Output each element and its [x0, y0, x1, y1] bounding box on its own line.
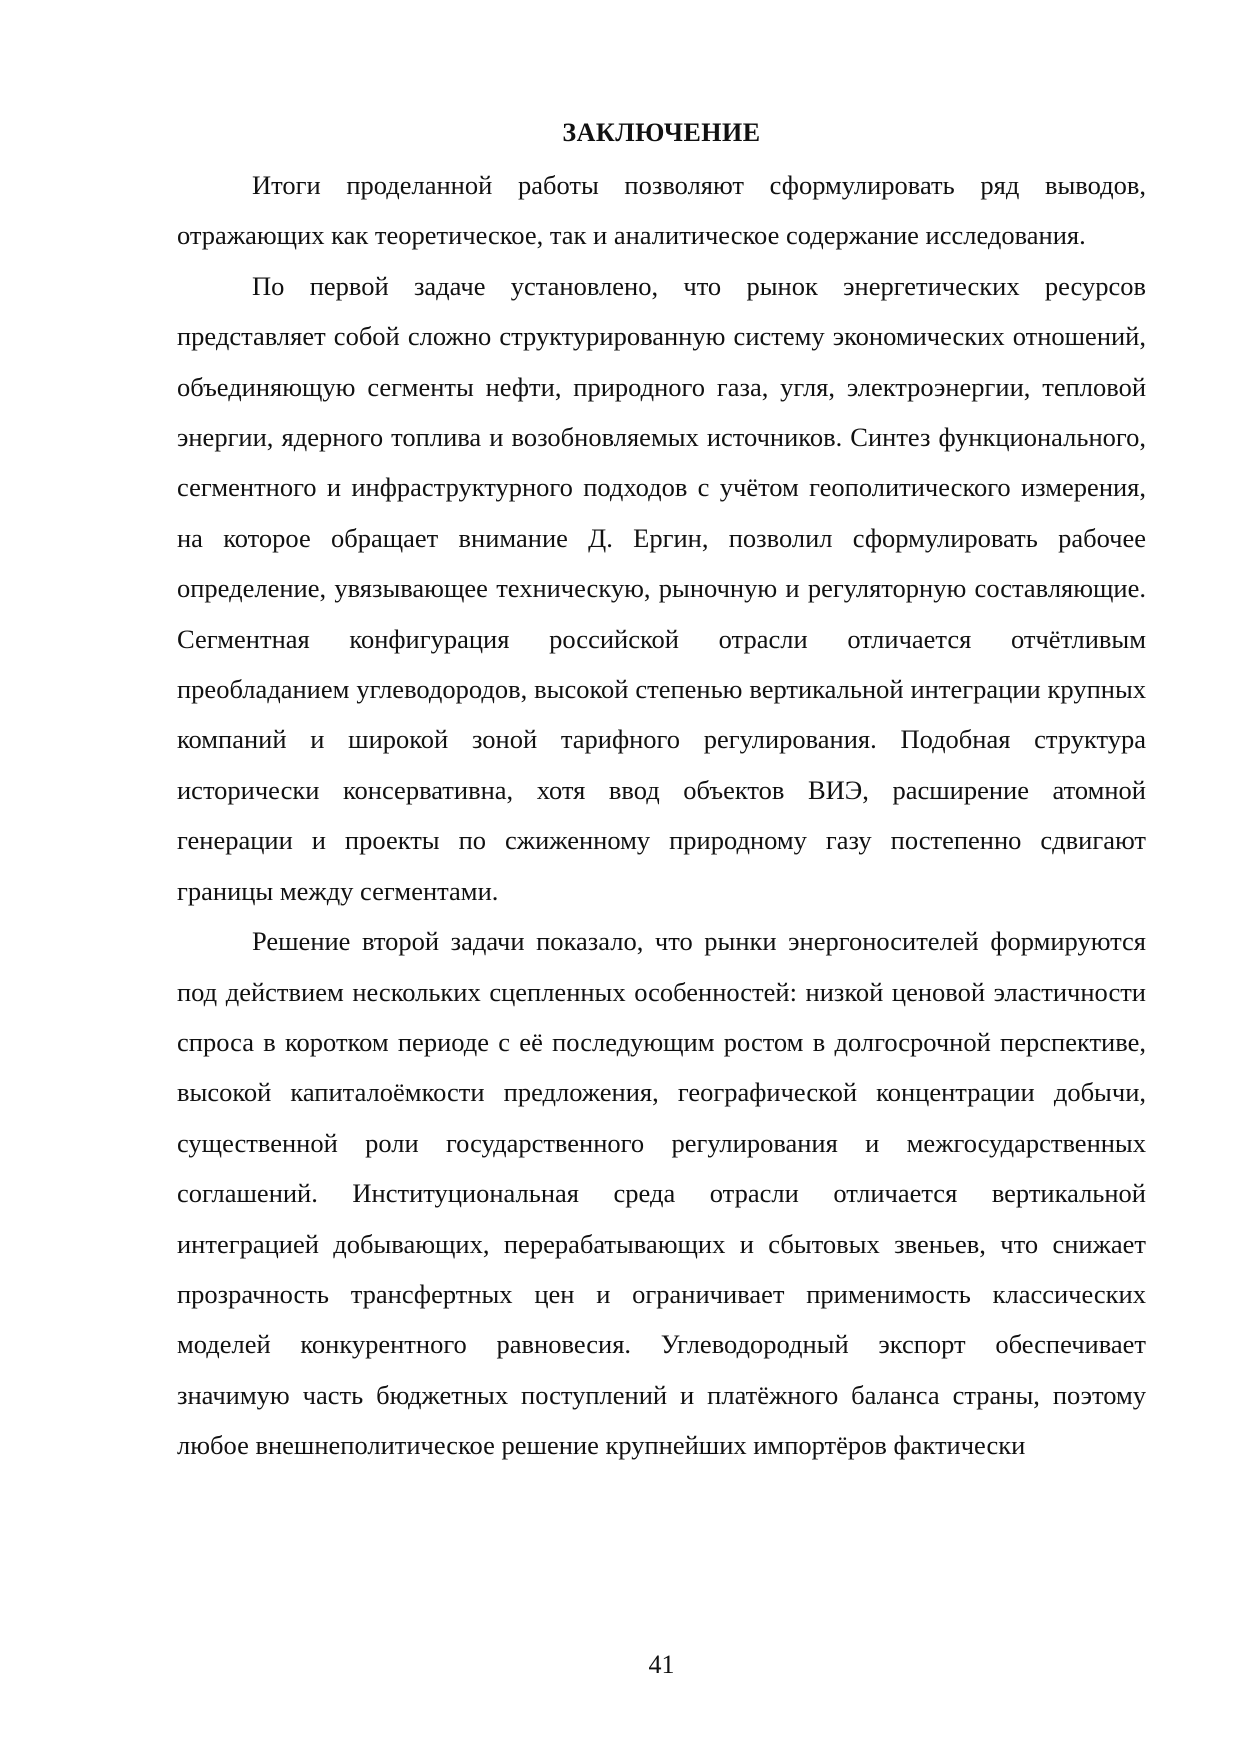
paragraph-first-task: По первой задаче установлено, что рынок энергетических ресурсов представляет собой сложно структурированную систему экономических отношений, объединяющую сегменты нефти, природного газа, угля, электроэнергии, тепловой энергии, ядерного топлива и возобновляемых источников. Синтез функционального, сегментного и инфраструктурного подходов с учётом геополитического измерения, на которое обращает внимание Д. Ергин, позволил сформулировать рабочее определение, увязывающее техническую, рыночную и регуляторную составляющие. Сегментная конфигурация российской отрасли отличается отчётливым преобладанием углеводородов, высокой степенью вертикальной интеграции крупных компаний и широкой зоной тарифного регулирования. Подобная структура исторически консервативна, хотя ввод объектов ВИЭ, расширение атомной генерации и проекты по сжиженному природному газу постепенно сдвигают границы между сегментами. — [177, 270, 1146, 906]
section-title: ЗАКЛЮЧЕНИЕ — [562, 118, 761, 147]
paragraph-second-task: Решение второй задачи показало, что рынки энергоносителей формируются под действием нескольких сцепленных особенностей: низкой ценовой эластичности спроса в коротком периоде с её последующим ростом в долгосрочной перспективе, высокой капиталоёмкости предложения, географической концентрации добычи, существенной роли государственного регулирования и межгосударственных соглашений. Институциональная среда отрасли отличается вертикальной интеграцией добывающих, перерабатывающих и сбытовых звеньев, что снижает прозрачность трансфертных цен и ограничивает применимость классических моделей конкурентного равновесия. Углеводородный экспорт обеспечивает значимую часть бюджетных поступлений и платёжного баланса страны, поэтому любое внешнеполитическое решение крупнейших импортёров фактически — [177, 926, 1146, 1461]
page-number: 41 — [648, 1650, 675, 1679]
paragraph-intro: Итоги проделанной работы позволяют сформулировать ряд выводов, отражающих как теоретическое, так и аналитическое содержание исследования. — [177, 170, 1146, 251]
body-text — [177, 160, 1146, 1471]
